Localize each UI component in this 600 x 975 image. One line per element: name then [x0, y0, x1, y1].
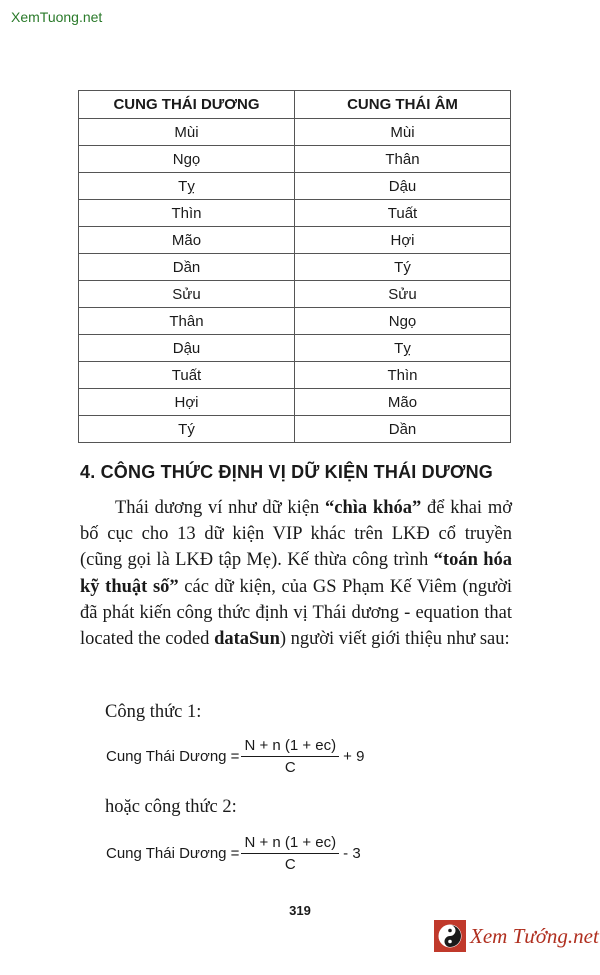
yin-yang-icon [434, 920, 466, 952]
cell-thai-duong: Hợi [79, 389, 295, 416]
text-run: ) người viết giới thiệu như sau: [279, 629, 510, 650]
header-thai-am: CUNG THÁI ÂM [295, 91, 511, 119]
cell-thai-am: Dần [295, 416, 511, 443]
cell-thai-duong: Ngọ [79, 146, 295, 173]
text-run: các dữ kiện, của GS Phạm Kế Viêm (người đã phát kiến công thức định vị Thái dương - equation that located the coded [80, 576, 513, 650]
formula-2-fraction [241, 834, 339, 873]
table-row [79, 146, 511, 173]
table-row [79, 227, 511, 254]
table-row [79, 335, 511, 362]
cell-thai-am: Mão [295, 389, 511, 416]
table-row [79, 254, 511, 281]
table-row [79, 362, 511, 389]
cell-thai-duong: Tỵ [79, 173, 295, 200]
cell-thai-am: Thân [295, 146, 511, 173]
formula-1-fraction [241, 737, 339, 776]
table-row [79, 281, 511, 308]
formula-2-tail: - 3 [343, 845, 361, 862]
formula-1-tail: + 9 [343, 748, 365, 765]
text-run: để khai mở bố cục cho 13 dữ kiện VIP khác trên LKĐ cổ truyền (cũng gọi là LKĐ tập Mẹ). Kế thừa công trình [80, 498, 512, 571]
site-logo [434, 920, 599, 952]
formula-1-denominator: C [284, 759, 296, 776]
cell-thai-am: Hợi [295, 227, 511, 254]
cell-thai-duong: Dần [79, 254, 295, 281]
bold-run: “chìa khóa” [325, 498, 422, 518]
cell-thai-am: Ngọ [295, 308, 511, 335]
cell-thai-duong: Thân [79, 308, 295, 335]
cell-thai-duong: Tý [79, 416, 295, 443]
body-paragraph [80, 495, 512, 652]
cell-thai-duong: Tuất [79, 362, 295, 389]
table-row [79, 119, 511, 146]
formula-2-label: hoặc công thức 2: [105, 797, 237, 817]
table-row [79, 308, 511, 335]
page-number: 319 [289, 903, 311, 918]
formula-1-lhs: Cung Thái Dương = [106, 748, 240, 765]
cell-thai-duong: Dậu [79, 335, 295, 362]
cell-thai-duong: Mùi [79, 119, 295, 146]
formula-2 [106, 834, 361, 873]
cell-thai-am: Tỵ [295, 335, 511, 362]
cell-thai-am: Thìn [295, 362, 511, 389]
cell-thai-am: Mùi [295, 119, 511, 146]
table-row [79, 416, 511, 443]
paragraph-text [80, 495, 512, 652]
formula-1-numerator: N + n (1 + ec) [241, 737, 339, 757]
cell-thai-am: Sửu [295, 281, 511, 308]
cell-thai-am: Tuất [295, 200, 511, 227]
logo-text: Xem Tướng.net [470, 923, 599, 948]
cell-thai-am: Dậu [295, 173, 511, 200]
formula-1-label: Công thức 1: [105, 702, 202, 722]
table-row [79, 173, 511, 200]
table-row [79, 200, 511, 227]
header-thai-duong: CUNG THÁI DƯƠNG [79, 91, 295, 119]
cell-thai-duong: Thìn [79, 200, 295, 227]
section-heading: 4. CÔNG THỨC ĐỊNH VỊ DỮ KIỆN THÁI DƯƠNG [80, 462, 493, 482]
text-run: Thái dương ví như dữ kiện [115, 498, 326, 518]
cung-table [78, 90, 511, 443]
cell-thai-duong: Mão [79, 227, 295, 254]
formula-2-numerator: N + n (1 + ec) [241, 834, 339, 854]
table-header-row [79, 91, 511, 119]
bold-run: dataSun [214, 629, 280, 650]
cell-thai-am: Tý [295, 254, 511, 281]
formula-2-denominator: C [284, 856, 296, 873]
cell-thai-duong: Sửu [79, 281, 295, 308]
table-row [79, 389, 511, 416]
watermark-top: XemTuong.net [11, 9, 103, 25]
formula-2-lhs: Cung Thái Dương = [106, 845, 240, 862]
formula-1 [106, 737, 364, 776]
bold-run: “toán hóa kỹ thuật số” [80, 550, 512, 597]
